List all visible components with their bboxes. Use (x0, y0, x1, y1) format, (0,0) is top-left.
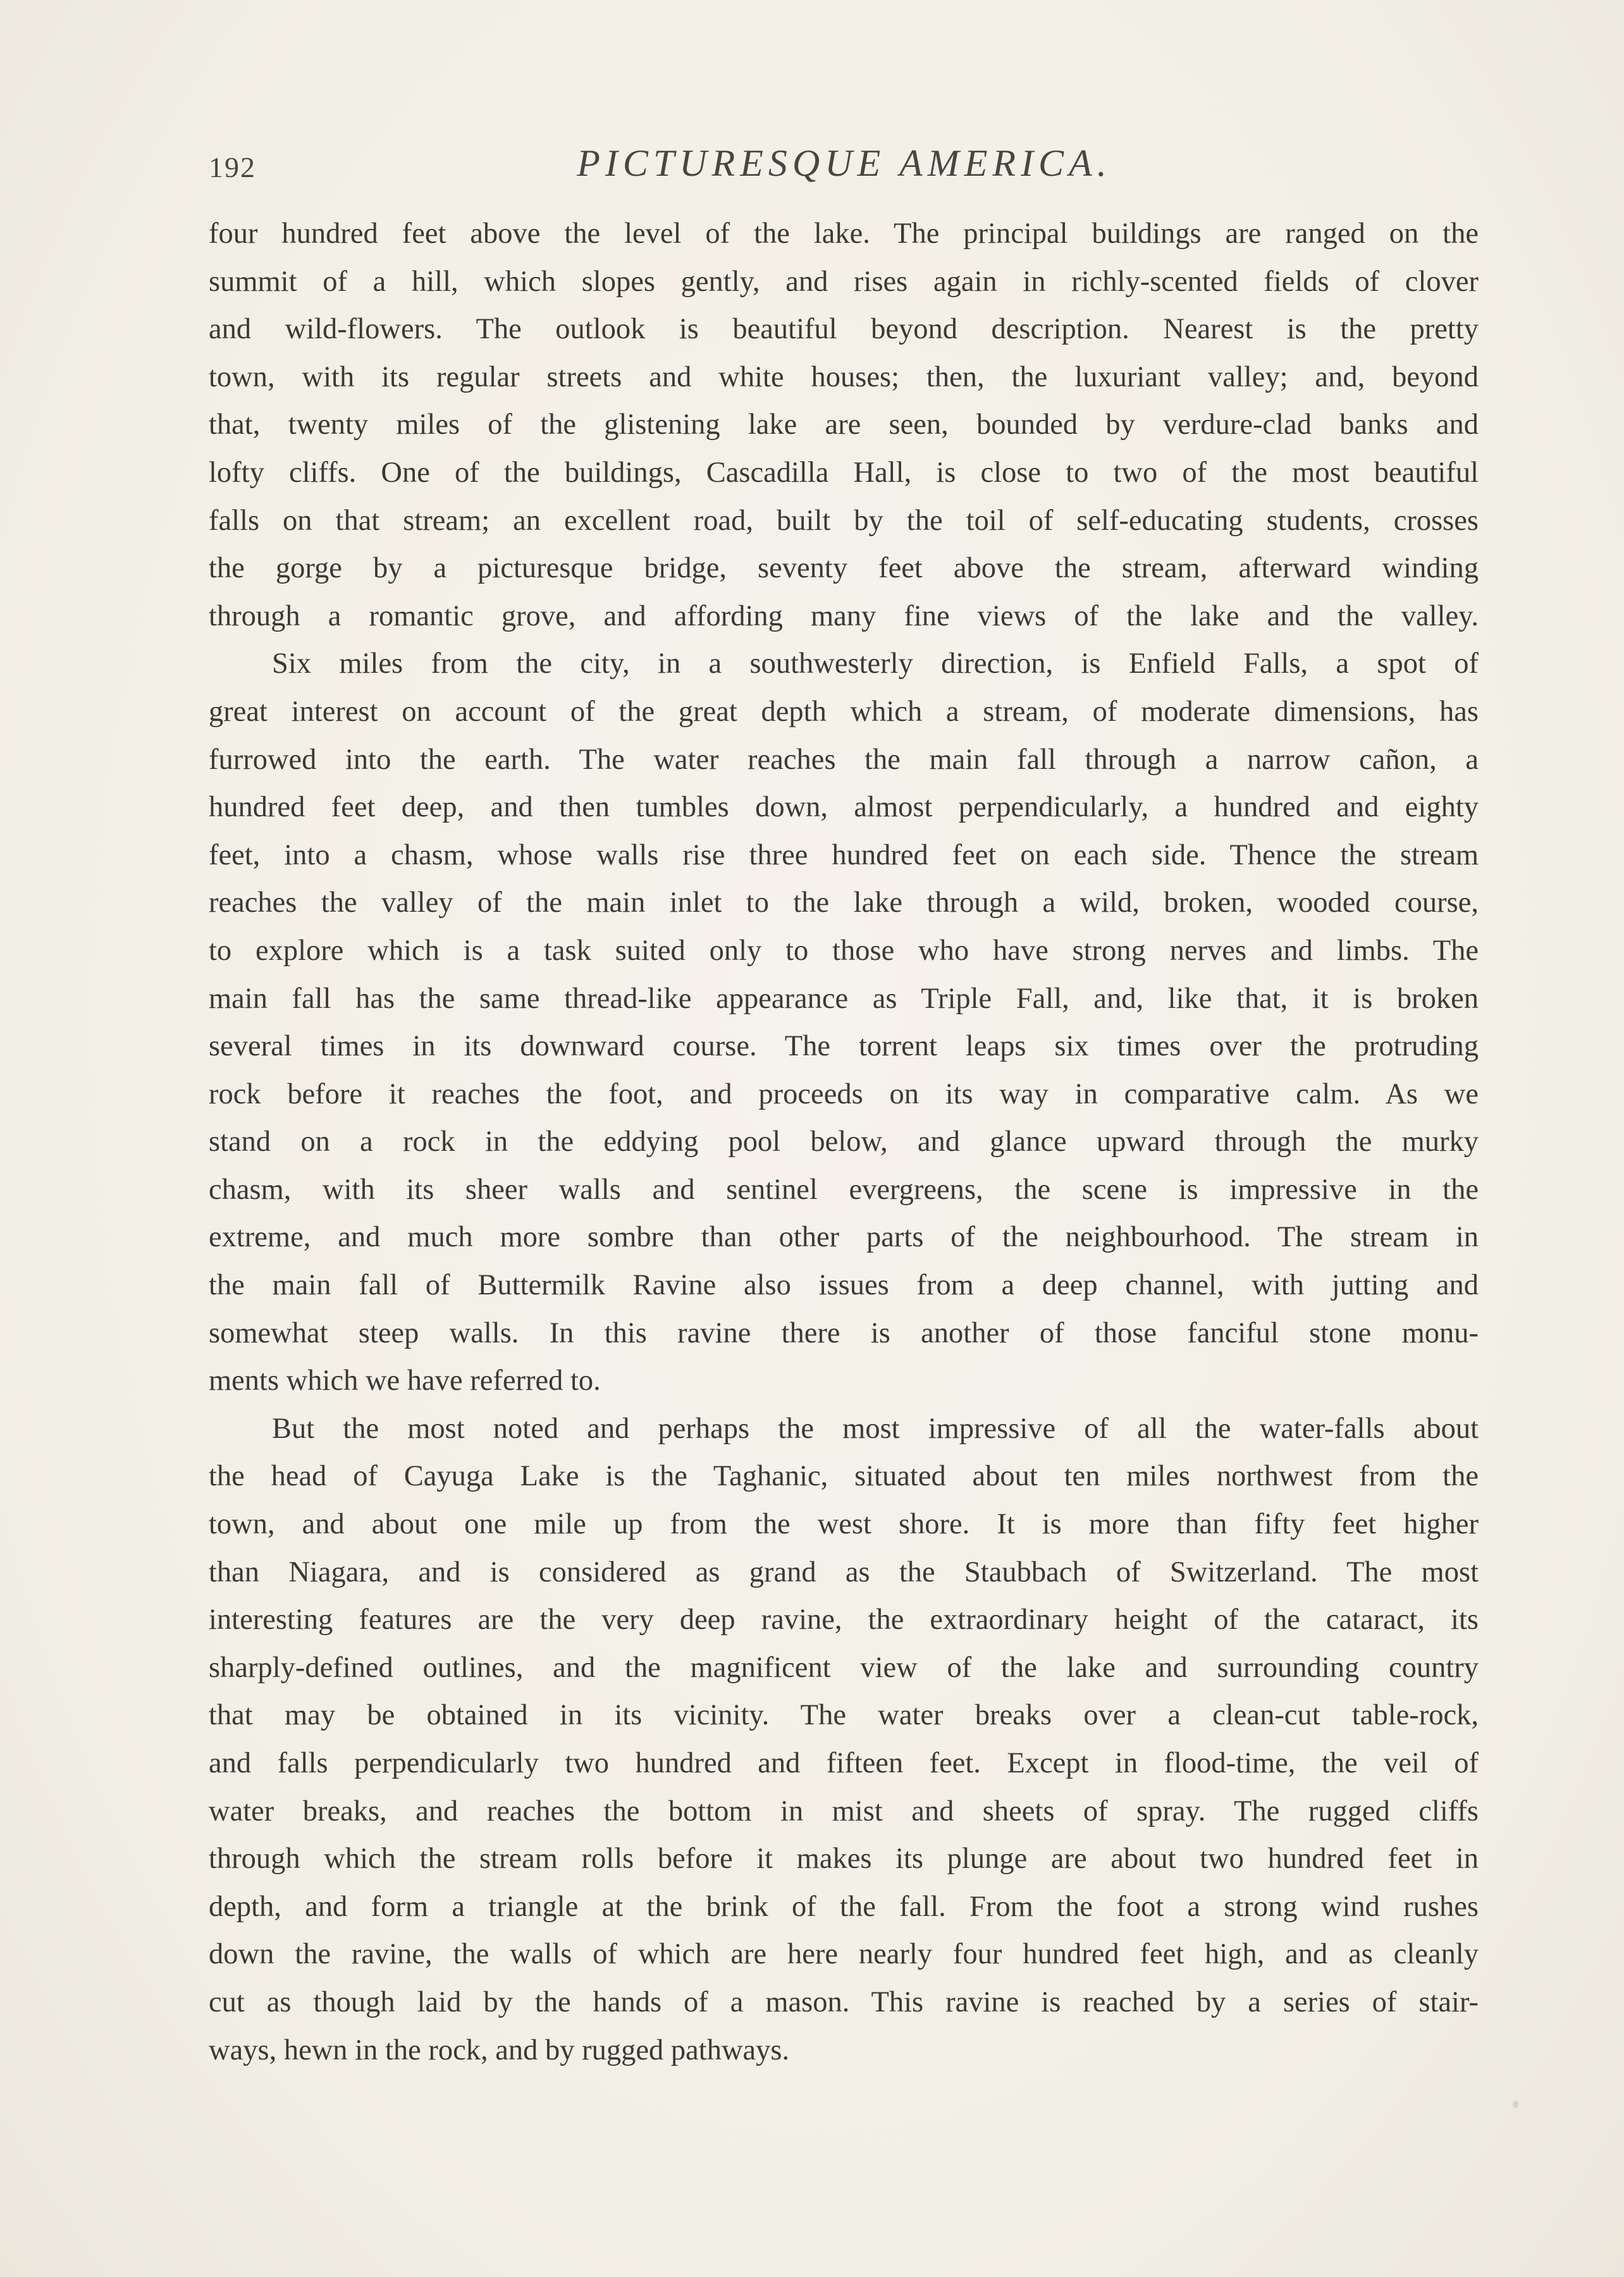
paragraph-line: down the ravine, the walls of which are here nearly four hundred feet high, and as cleanly (209, 1938, 1479, 1971)
paragraph-line: and falls perpendicularly two hundred and fifteen feet. Except in flood-time, the veil of (209, 1747, 1479, 1779)
paragraph-line: town, with its regular streets and white houses; then, the luxuriant valley; and, beyond (209, 360, 1479, 393)
paragraph-line: hundred feet deep, and then tumbles down, almost perpendicularly, a hundred and eighty (209, 791, 1479, 824)
paragraph-line: lofty cliffs. One of the buildings, Cascadilla Hall, is close to two of the most beautiful (209, 456, 1479, 489)
paragraph-line: town, and about one mile up from the west shore. It is more than fifty feet higher (209, 1508, 1479, 1541)
paragraph-line: chasm, with its sheer walls and sentinel evergreens, the scene is impressive in the (209, 1173, 1479, 1206)
paragraph-line: interesting features are the very deep ravine, the extraordinary height of the cataract, its (209, 1604, 1479, 1636)
paragraph-line: depth, and form a triangle at the brink of the fall. From the foot a strong wind rushes (209, 1890, 1479, 1923)
paragraph-line: rock before it reaches the foot, and proceeds on its way in comparative calm. As we (209, 1077, 1479, 1110)
paragraph-line: sharply-defined outlines, and the magnificent view of the lake and surrounding country (209, 1651, 1479, 1684)
paragraph-line: reaches the valley of the main inlet to the lake through a wild, broken, wooded course, (209, 887, 1479, 919)
paragraph-line: furrowed into the earth. The water reaches the main fall through a narrow cañon, a (209, 743, 1479, 776)
paragraph-line: the head of Cayuga Lake is the Taghanic, situated about ten miles northwest from the (209, 1460, 1479, 1493)
body-text (209, 210, 1479, 2074)
paragraph-line: several times in its downward course. The torrent leaps six times over the protruding (209, 1030, 1479, 1063)
paragraph-line: through a romantic grove, and affording many fine views of the lake and the valley. (209, 599, 1479, 632)
paragraph-line: ways, hewn in the rock, and by rugged pathways. (209, 2034, 790, 2066)
paragraph-line: summit of a hill, which slopes gently, and rises again in richly-scented fields of clover (209, 265, 1479, 298)
paragraph-line: that, twenty miles of the glistening lake are seen, bounded by verdure-clad banks and (209, 408, 1479, 441)
paragraph-line: than Niagara, and is considered as grand as the Staubbach of Switzerland. The most (209, 1556, 1479, 1588)
running-title: PICTURESQUE AMERICA. (577, 142, 1112, 184)
paragraph-line: stand on a rock in the eddying pool below, and glance upward through the murky (209, 1126, 1479, 1158)
paragraph-line: extreme, and much more sombre than other parts of the neighbourhood. The stream in (209, 1221, 1479, 1254)
paragraph-line: four hundred feet above the level of the lake. The principal buildings are ranged on the (209, 218, 1479, 250)
running-head (209, 135, 1480, 186)
paragraph-line: ments which we have referred to. (209, 1365, 601, 1397)
paragraph-line: water breaks, and reaches the bottom in mist and sheets of spray. The rugged cliffs (209, 1795, 1479, 1827)
paragraph-line: falls on that stream; an excellent road, built by the toil of self-educating students, crosses (209, 504, 1479, 537)
paragraph-line: through which the stream rolls before it makes its plunge are about two hundred feet in (209, 1843, 1479, 1875)
paragraph-line: the gorge by a picturesque bridge, seventy feet above the stream, afterward winding (209, 552, 1479, 585)
paragraph-line: the main fall of Buttermilk Ravine also issues from a deep channel, with jutting and (209, 1269, 1479, 1302)
paragraph-line: But the most noted and perhaps the most impressive of all the water-falls about (272, 1412, 1479, 1445)
paragraph-line: main fall has the same thread-like appearance as Triple Fall, and, like that, it is broken (209, 982, 1479, 1015)
paragraph-line: feet, into a chasm, whose walls rise three hundred feet on each side. Thence the stream (209, 838, 1479, 871)
paragraph-line: Six miles from the city, in a southwesterly direction, is Enfield Falls, a spot of (272, 648, 1479, 680)
paragraph-line: great interest on account of the great depth which a stream, of moderate dimensions, has (209, 695, 1479, 728)
paper-speck (1513, 2101, 1518, 2108)
paragraph-line: cut as though laid by the hands of a mason. This ravine is reached by a series of stair- (209, 1985, 1479, 2018)
paragraph-line: that may be obtained in its vicinity. The water breaks over a clean-cut table-rock, (209, 1699, 1479, 1732)
page-number: 192 (209, 151, 256, 183)
paragraph-line: and wild-flowers. The outlook is beautiful beyond description. Nearest is the pretty (209, 313, 1479, 346)
paragraph-line: to explore which is a task suited only to those who have strong nerves and limbs. The (209, 934, 1479, 967)
paragraph-line: somewhat steep walls. In this ravine there is another of those fanciful stone monu- (209, 1316, 1479, 1349)
